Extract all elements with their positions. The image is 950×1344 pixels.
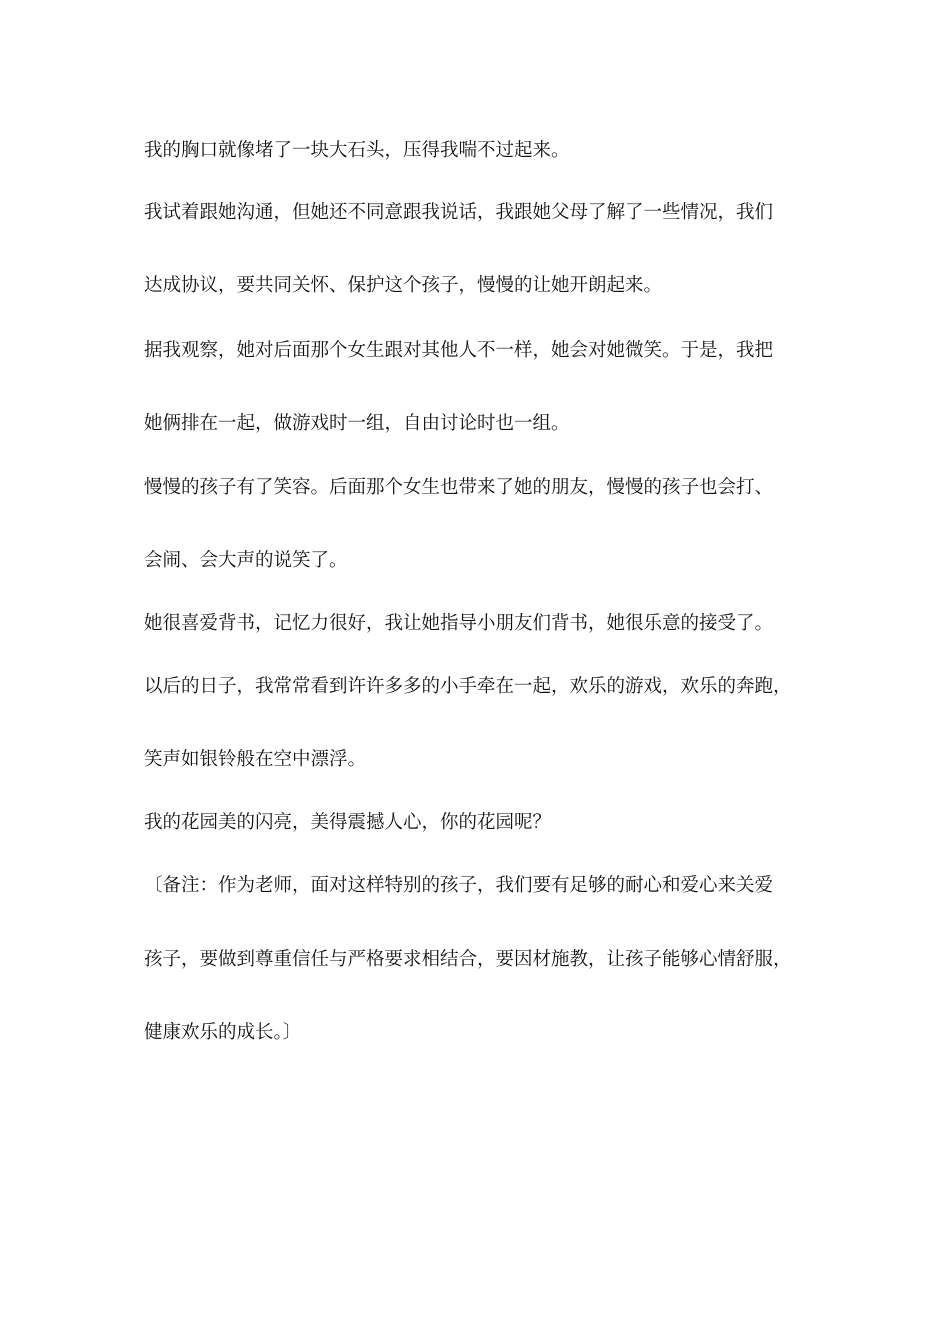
text-line-10: 笑声如银铃般在空中漂浮。 — [144, 749, 367, 770]
text-line-9: 以后的日子，我常常看到许许多多的小手牵在一起，欢乐的游戏，欢乐的奔跑， — [144, 676, 792, 697]
text-line-11: 我的花园美的闪亮，美得震撼人心，你的花园呢？ — [144, 812, 552, 833]
text-line-4: 据我观察，她对后面那个女生跟对其他人不一样，她会对她微笑。于是，我把 — [144, 340, 774, 361]
text-line-1: 我的胸口就像堵了一块大石头，压得我喘不过起来。 — [144, 140, 570, 161]
text-line-2: 我试着跟她沟通，但她还不同意跟我说话，我跟她父母了解了一些情况，我们 — [144, 202, 774, 223]
text-line-5: 她俩排在一起，做游戏时一组，自由讨论时也一组。 — [144, 413, 570, 434]
text-line-3: 达成协议，要共同关怀、保护这个孩子，慢慢的让她开朗起来。 — [144, 275, 663, 296]
text-line-12: 〔备注：作为老师，面对这样特别的孩子，我们要有足够的耐心和爱心来关爱 — [144, 875, 774, 896]
text-line-14: 健康欢乐的成长。〕 — [144, 1022, 302, 1043]
text-line-8: 她很喜爱背书，记忆力很好，我让她指导小朋友们背书，她很乐意的接受了。 — [144, 613, 774, 634]
text-line-13: 孩子，要做到尊重信任与严格要求相结合，要因材施教，让孩子能够心情舒服， — [144, 949, 792, 970]
text-line-6: 慢慢的孩子有了笑容。后面那个女生也带来了她的朋友，慢慢的孩子也会打、 — [144, 477, 774, 498]
text-line-7: 会闹、会大声的说笑了。 — [144, 550, 348, 571]
